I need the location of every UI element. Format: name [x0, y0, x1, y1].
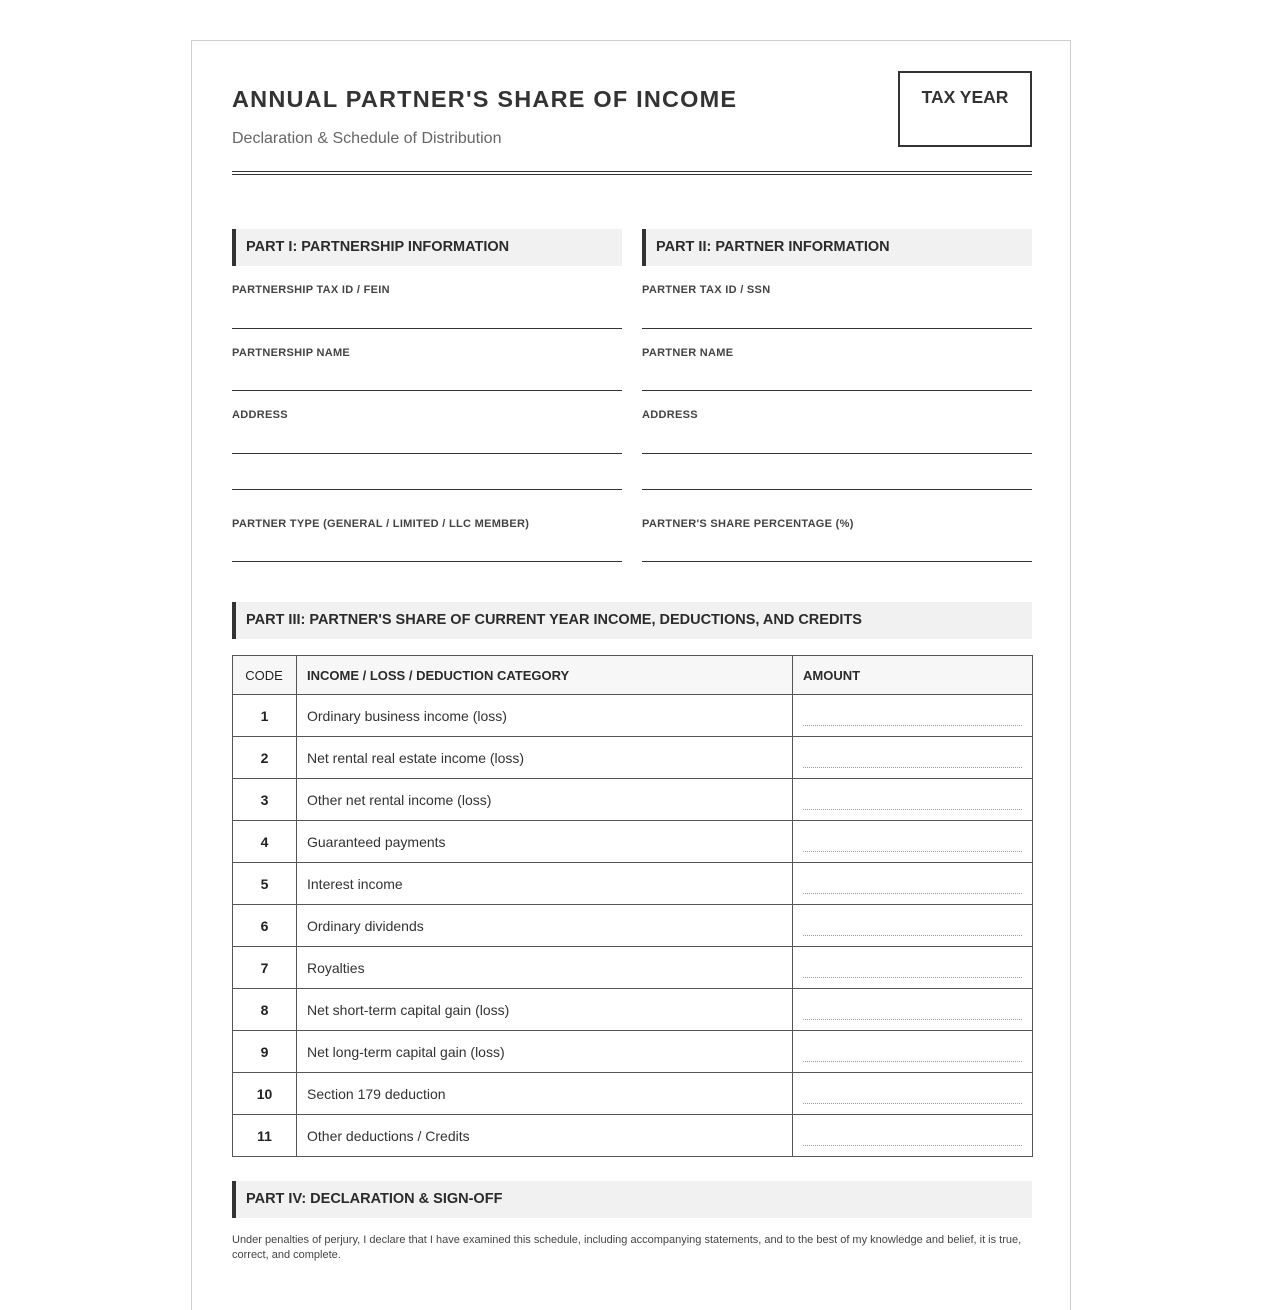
amount-line	[803, 809, 1022, 810]
row-code: 8	[233, 989, 297, 1031]
amount-line	[803, 767, 1022, 768]
form-subtitle: Declaration & Schedule of Distribution	[232, 130, 502, 147]
row-code: 6	[233, 905, 297, 947]
table-row	[233, 947, 1033, 989]
amount-field[interactable]	[793, 695, 1033, 737]
amount-line	[803, 935, 1022, 936]
amount-field[interactable]	[793, 989, 1033, 1031]
partner-name-label: PARTNER NAME	[642, 347, 734, 359]
partner-share-label: PARTNER'S SHARE PERCENTAGE (%)	[642, 518, 854, 530]
table-header-row	[233, 656, 1033, 695]
row-category: Net short-term capital gain (loss)	[297, 989, 793, 1031]
row-category: Ordinary business income (loss)	[297, 695, 793, 737]
tax-year-box[interactable]	[898, 71, 1032, 147]
amount-line	[803, 1061, 1022, 1062]
column-header-amount: AMOUNT	[793, 656, 1033, 695]
table-row	[233, 989, 1033, 1031]
row-category: Guaranteed payments	[297, 821, 793, 863]
row-code: 9	[233, 1031, 297, 1073]
row-code: 4	[233, 821, 297, 863]
partner-name-field[interactable]	[642, 390, 1032, 391]
partnership-name-field[interactable]	[232, 390, 622, 391]
partner-tax-id-field[interactable]	[642, 328, 1032, 329]
form-title: ANNUAL PARTNER'S SHARE OF INCOME	[232, 86, 738, 112]
amount-line	[803, 977, 1022, 978]
amount-field[interactable]	[793, 779, 1033, 821]
table-row	[233, 737, 1033, 779]
partnership-address-label: ADDRESS	[232, 409, 288, 421]
row-code: 7	[233, 947, 297, 989]
table-row	[233, 1115, 1033, 1157]
header-divider	[232, 171, 1032, 175]
row-category: Ordinary dividends	[297, 905, 793, 947]
part4-heading: PART IV: DECLARATION & SIGN-OFF	[232, 1181, 1032, 1218]
amount-field[interactable]	[793, 1031, 1033, 1073]
part2-heading: PART II: PARTNER INFORMATION	[642, 229, 1032, 266]
income-table	[232, 655, 1033, 1157]
table-row	[233, 863, 1033, 905]
row-code: 1	[233, 695, 297, 737]
table-row	[233, 1031, 1033, 1073]
amount-line	[803, 893, 1022, 894]
row-code: 5	[233, 863, 297, 905]
declaration-text: Under penalties of perjury, I declare that I have examined this schedule, including accompanying statements, and to the best of my knowledge and belief, it is true, correct, and complete.	[232, 1234, 1022, 1261]
amount-field[interactable]	[793, 905, 1033, 947]
partner-address-field-1[interactable]	[642, 453, 1032, 454]
partnership-tax-id-field[interactable]	[232, 328, 622, 329]
amount-field[interactable]	[793, 1115, 1033, 1157]
row-category: Net rental real estate income (loss)	[297, 737, 793, 779]
column-header-category: INCOME / LOSS / DEDUCTION CATEGORY	[297, 656, 793, 695]
amount-line	[803, 725, 1022, 726]
amount-line	[803, 1019, 1022, 1020]
amount-line	[803, 1103, 1022, 1104]
form-sheet	[191, 40, 1071, 1310]
row-code: 3	[233, 779, 297, 821]
tax-year-label: TAX YEAR	[921, 87, 1009, 107]
amount-line	[803, 1145, 1022, 1146]
part1-heading: PART I: PARTNERSHIP INFORMATION	[232, 229, 622, 266]
table-row	[233, 821, 1033, 863]
table-row	[233, 779, 1033, 821]
partner-share-field[interactable]	[642, 561, 1032, 562]
partnership-address-field-2[interactable]	[232, 489, 622, 490]
row-category: Net long-term capital gain (loss)	[297, 1031, 793, 1073]
row-code: 2	[233, 737, 297, 779]
partner-type-field[interactable]	[232, 561, 622, 562]
table-row	[233, 695, 1033, 737]
table-row	[233, 1073, 1033, 1115]
amount-field[interactable]	[793, 737, 1033, 779]
part3-heading: PART III: PARTNER'S SHARE OF CURRENT YEAR INCOME, DEDUCTIONS, AND CREDITS	[232, 602, 1032, 639]
column-header-code: CODE	[233, 656, 297, 695]
amount-field[interactable]	[793, 1073, 1033, 1115]
row-category: Interest income	[297, 863, 793, 905]
partnership-name-label: PARTNERSHIP NAME	[232, 347, 351, 359]
row-category: Royalties	[297, 947, 793, 989]
table-row	[233, 905, 1033, 947]
row-category: Other net rental income (loss)	[297, 779, 793, 821]
row-code: 11	[233, 1115, 297, 1157]
amount-field[interactable]	[793, 863, 1033, 905]
partner-address-label: ADDRESS	[642, 409, 698, 421]
row-category: Section 179 deduction	[297, 1073, 793, 1115]
partner-address-field-2[interactable]	[642, 489, 1032, 490]
amount-field[interactable]	[793, 947, 1033, 989]
partnership-tax-id-label: PARTNERSHIP TAX ID / FEIN	[232, 284, 390, 296]
partner-type-label: PARTNER TYPE (GENERAL / LIMITED / LLC MEMBER)	[232, 518, 530, 530]
amount-line	[803, 851, 1022, 852]
partnership-address-field-1[interactable]	[232, 453, 622, 454]
partner-tax-id-label: PARTNER TAX ID / SSN	[642, 284, 771, 296]
amount-field[interactable]	[793, 821, 1033, 863]
row-code: 10	[233, 1073, 297, 1115]
row-category: Other deductions / Credits	[297, 1115, 793, 1157]
